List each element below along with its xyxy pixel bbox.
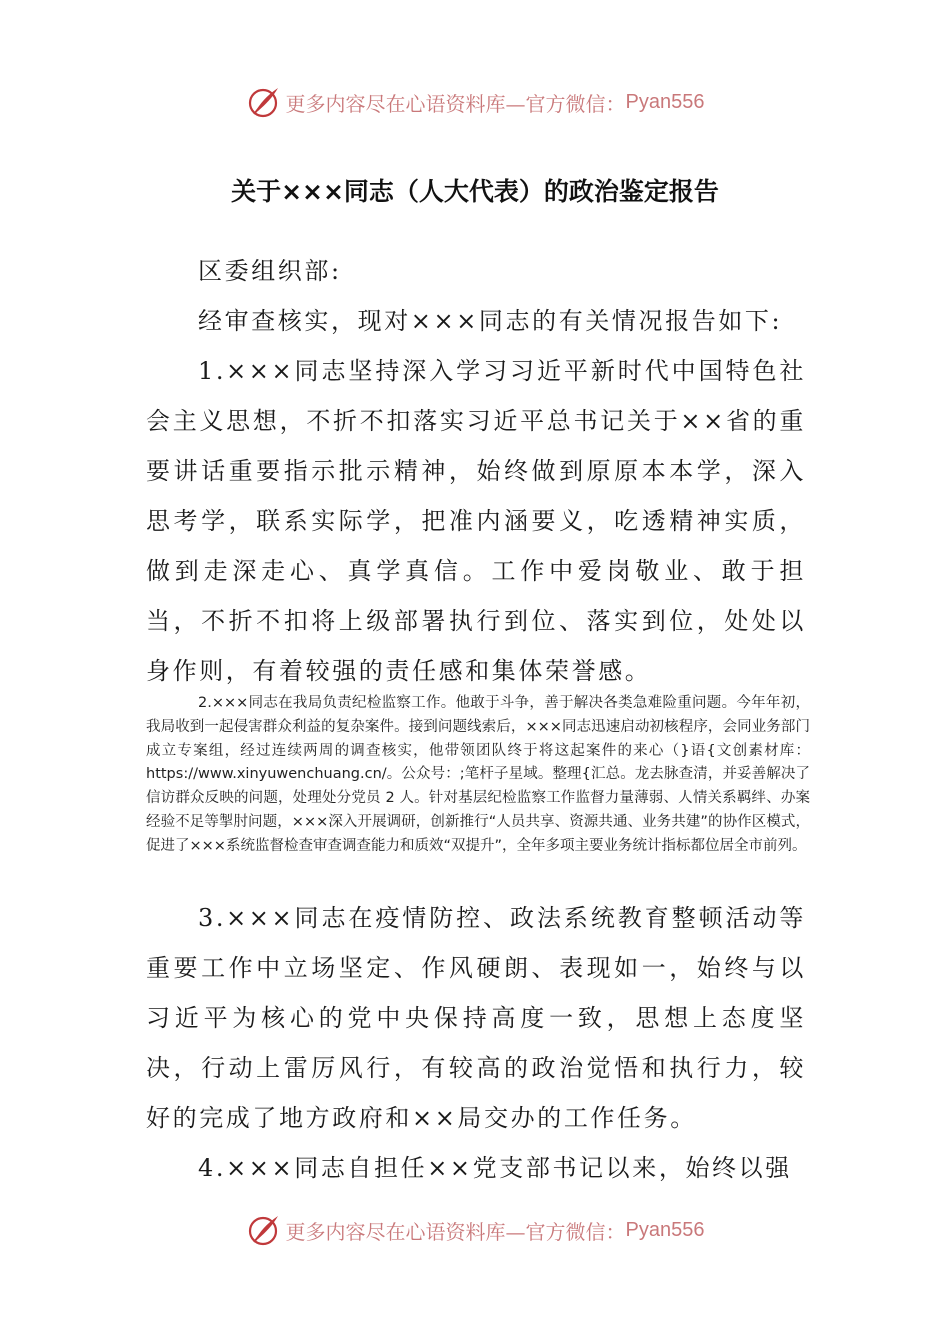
header-watermark	[0, 82, 950, 122]
watermark-text: 更多内容尽在心语资料库—官方微信：	[285, 91, 626, 116]
paragraph-2: 2.×××同志在我局负责纪检监察工作。他敢于斗争，善于解决各类急难险重问题。今年年初，我局收到一起侵害群众利益的复杂案件。接到问题线索后，×××同志迅速启动初核程序，会同业务部门成立专案组，经过连续两周的调查核实，他带领团队终于将这起案件的来心（}语{文创素材库：https://www.xinyuwenchuang.cn/。公众号：;笔杆子星域。整理{汇总。龙去脉查清，并妥善解决了信访群众反映的问题，处理处分党员 2 人。针对基层纪检监察工作监督力量薄弱、人情关系羁绊、办案经验不足等掣肘问题，×××深入开展调研，创新推行“人员共享、资源共通、业务共建”的协作区模式，促进了×××系统监督检查审查调查能力和质效“双提升”，全年多项主要业务统计指标都位居全市前列。	[146, 695, 810, 854]
paragraph-1: 1.×××同志坚持深入学习习近平新时代中国特色社会主义思想，不折不扣落实习近平总书记关于××省的重要讲话重要指示批示精神，始终做到原原本本学，深入思考学，联系实际学，把准内涵要义，吃透精神实质，做到走深走心、真学真信。工作中爱岗敬业、敢于担当，不折不扣将上级部署执行到位、落实到位，处处以身作则，有着较强的责任感和集体荣誉感。	[146, 357, 806, 685]
salutation: 区委组织部:	[198, 257, 342, 285]
paragraph-3: 3.×××同志在疫情防控、政法系统教育整顿活动等重要工作中立场坚定、作风硬朗、表现如一，始终与以习近平为核心的党中央保持高度一致，思想上态度坚决，行动上雷厉风行，有较高的政治觉悟和执行力，较好的完成了地方政府和××局交办的工作任务。	[146, 904, 806, 1132]
document-title: 关于×××同志（人大代表）的政治鉴定报告	[231, 177, 719, 206]
intro-paragraph: 经审查核实，现对×××同志的有关情况报告如下:	[198, 307, 783, 335]
quill-logo-icon	[246, 1212, 282, 1248]
paragraph-4: 4.×××同志自担任××党支部书记以来，始终以强	[198, 1154, 792, 1182]
quill-logo-icon	[246, 84, 282, 120]
watermark-wechat-id: Pyan556	[625, 90, 705, 113]
footer-watermark	[0, 1210, 950, 1250]
watermark-text: 更多内容尽在心语资料库—官方微信：	[285, 1219, 626, 1244]
watermark-wechat-id: Pyan556	[625, 1218, 705, 1241]
